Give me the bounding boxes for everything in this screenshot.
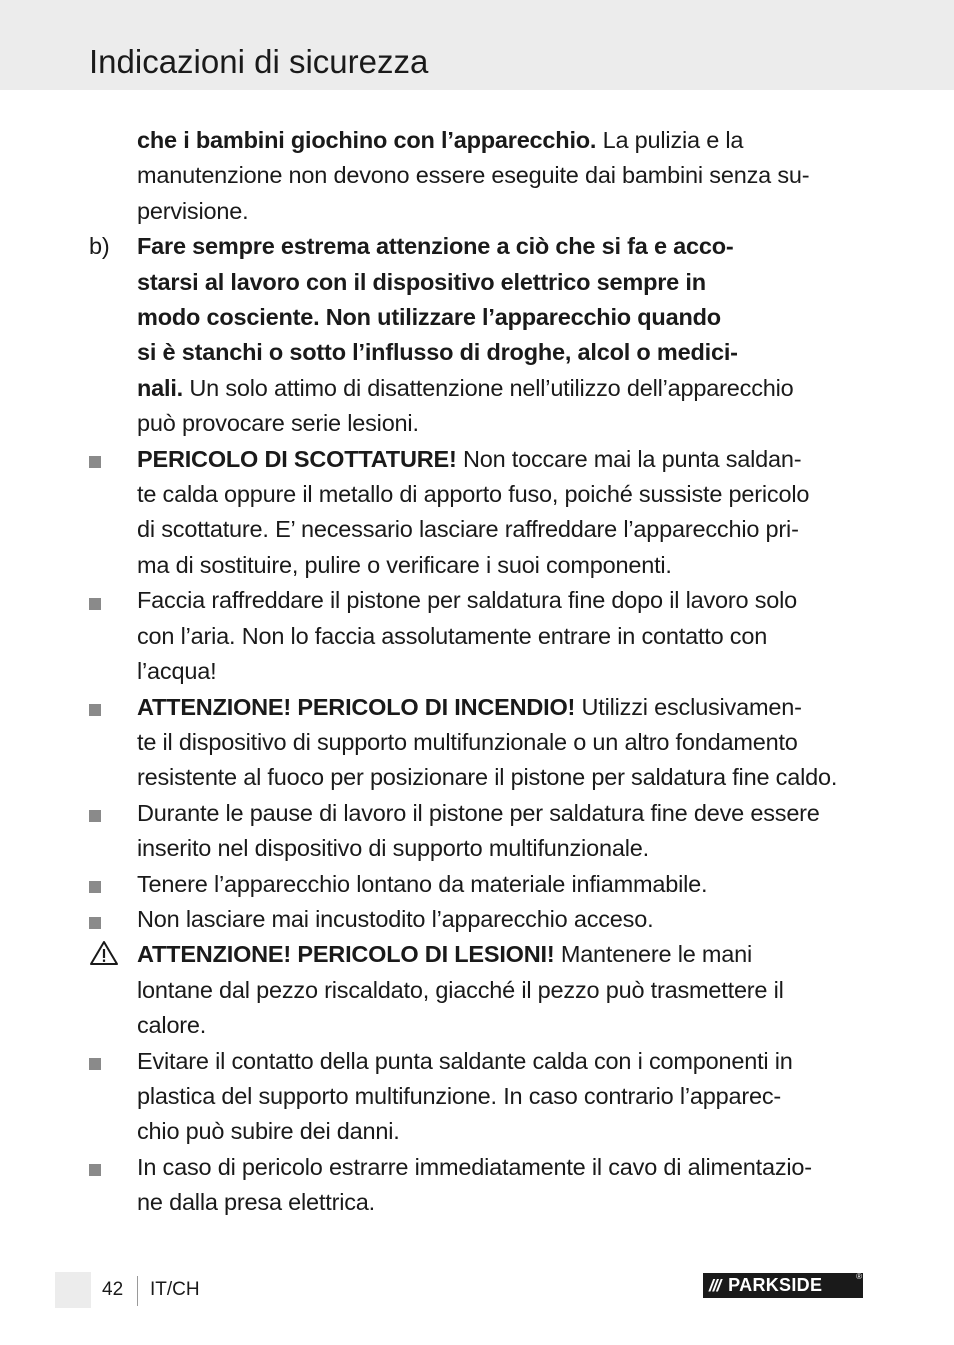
logo-slashes: /// bbox=[709, 1275, 721, 1295]
body-text: In caso di pericolo estrarre immediatamente il cavo di alimentazio- bbox=[137, 1153, 812, 1180]
text-line bbox=[137, 1008, 869, 1043]
body-text: Un solo attimo di disattenzione nell’utilizzo dell’apparecchio bbox=[183, 374, 794, 401]
text-line bbox=[137, 760, 869, 795]
text-line bbox=[137, 512, 869, 547]
list-letter: b) bbox=[89, 233, 110, 260]
text-line bbox=[137, 583, 869, 618]
bold-text: starsi al lavoro con il dispositivo elettrico sempre in bbox=[137, 268, 706, 295]
body-text: te il dispositivo di supporto multifunzionale o un altro fondamento bbox=[137, 728, 798, 755]
body-text: l’acqua! bbox=[137, 658, 217, 685]
body-text: Utilizzi esclusivamen- bbox=[575, 693, 802, 720]
bold-text: si è stanchi o sotto l’influsso di droghe, alcol o medici- bbox=[137, 339, 738, 366]
content-item bbox=[89, 867, 869, 902]
body-text: con l’aria. Non lo faccia assolutamente entrare in contatto con bbox=[137, 622, 768, 649]
text-line bbox=[137, 442, 869, 477]
square-bullet-icon bbox=[89, 690, 129, 725]
text-line bbox=[137, 477, 869, 512]
text-line bbox=[137, 371, 869, 406]
text-line bbox=[137, 406, 869, 441]
text-line bbox=[137, 335, 869, 370]
text-line bbox=[137, 265, 869, 300]
bold-text: nali. bbox=[137, 374, 184, 401]
text-line bbox=[137, 1044, 869, 1079]
text-line bbox=[137, 194, 869, 229]
bold-text: che i bambini giochino con l’apparecchio. bbox=[137, 127, 597, 153]
content-item bbox=[89, 442, 869, 584]
body-text: chio può subire dei danni. bbox=[137, 1118, 400, 1145]
footer-marker-box bbox=[55, 1272, 91, 1308]
language-code: IT/CH bbox=[150, 1279, 200, 1300]
content-item bbox=[89, 123, 869, 229]
body-text: te calda oppure il metallo di apporto fuso, poiché sussiste pericolo bbox=[137, 481, 810, 508]
content-item bbox=[89, 937, 869, 1043]
body-text: Tenere l’apparecchio lontano da materiale infiammabile. bbox=[137, 870, 708, 897]
body-text: Faccia raffreddare il pistone per saldatura fine dopo il lavoro solo bbox=[137, 587, 798, 614]
text-line bbox=[137, 619, 869, 654]
text-line bbox=[137, 1079, 869, 1114]
content-item bbox=[89, 1044, 869, 1150]
text-line bbox=[137, 937, 869, 972]
text-line bbox=[137, 1150, 869, 1185]
content-body bbox=[89, 123, 869, 1221]
text-line bbox=[137, 300, 869, 335]
body-text: Durante le pause di lavoro il pistone per saldatura fine deve essere bbox=[137, 799, 820, 826]
square-bullet-icon bbox=[89, 1044, 129, 1079]
body-text: può provocare serie lesioni. bbox=[137, 410, 419, 437]
square-bullet-icon bbox=[89, 442, 129, 477]
content-item bbox=[89, 1150, 869, 1221]
body-text: ma di sostituire, pulire o verificare i suoi componenti. bbox=[137, 551, 672, 578]
footer-divider bbox=[137, 1276, 138, 1306]
text-line bbox=[137, 690, 869, 725]
text-line bbox=[137, 725, 869, 760]
body-text: pervisione. bbox=[137, 197, 249, 224]
content-item bbox=[89, 583, 869, 689]
page-title: Indicazioni di sicurezza bbox=[89, 43, 429, 80]
bold-text: ATTENZIONE! PERICOLO DI INCENDIO! bbox=[137, 693, 576, 720]
parkside-logo bbox=[703, 1273, 863, 1298]
text-line bbox=[137, 796, 869, 831]
text-line bbox=[137, 973, 869, 1008]
body-text: plastica del supporto multifunzione. In caso contrario l’apparec- bbox=[137, 1082, 782, 1109]
text-line bbox=[137, 831, 869, 866]
bold-text: PERICOLO DI SCOTTATURE! bbox=[137, 445, 457, 472]
content-item bbox=[89, 902, 869, 937]
text-line bbox=[137, 229, 869, 264]
text-line bbox=[137, 867, 869, 902]
text-line bbox=[137, 902, 869, 937]
content-item bbox=[89, 229, 869, 441]
bold-text: ATTENZIONE! PERICOLO DI LESIONI! bbox=[137, 941, 555, 968]
square-bullet-icon bbox=[89, 902, 129, 937]
body-text: Evitare il contatto della punta saldante calda con i componenti in bbox=[137, 1047, 793, 1074]
body-text: La pulizia e la bbox=[596, 127, 744, 153]
body-text: inserito nel dispositivo di supporto multifunzionale. bbox=[137, 835, 649, 862]
body-text: resistente al fuoco per posizionare il pistone per saldatura fine caldo. bbox=[137, 764, 838, 791]
body-text: Mantenere le mani bbox=[554, 941, 753, 968]
bold-text: Fare sempre estrema attenzione a ciò che si fa e acco- bbox=[137, 233, 734, 260]
square-bullet-icon bbox=[89, 796, 129, 831]
text-line bbox=[137, 158, 869, 193]
body-text: lontane dal pezzo riscaldato, giacché il pezzo può trasmettere il bbox=[137, 976, 784, 1003]
logo-registered-mark: ® bbox=[856, 1272, 862, 1281]
text-line bbox=[137, 1114, 869, 1149]
body-text: calore. bbox=[137, 1012, 207, 1039]
page-header bbox=[0, 0, 954, 90]
body-text: di scottature. E’ necessario lasciare raffreddare l’apparecchio pri- bbox=[137, 516, 799, 543]
content-item bbox=[89, 796, 869, 867]
square-bullet-icon bbox=[89, 1150, 129, 1185]
logo-text: PARKSIDE bbox=[728, 1275, 823, 1295]
warning-triangle-icon bbox=[89, 937, 129, 972]
text-line bbox=[137, 548, 869, 583]
body-text: Non lasciare mai incustodito l’apparecchio acceso. bbox=[137, 905, 654, 932]
text-line bbox=[137, 1185, 869, 1220]
square-bullet-icon bbox=[89, 583, 129, 618]
bold-text: modo cosciente. Non utilizzare l’apparecchio quando bbox=[137, 304, 721, 331]
content-item bbox=[89, 690, 869, 796]
body-text: manutenzione non devono essere eseguite dai bambini senza su- bbox=[137, 162, 810, 189]
text-line bbox=[137, 654, 869, 689]
text-line bbox=[137, 123, 869, 158]
body-text: Non toccare mai la punta saldan- bbox=[456, 445, 802, 472]
square-bullet-icon bbox=[89, 867, 129, 902]
body-text: ne dalla presa elettrica. bbox=[137, 1189, 375, 1216]
page-number: 42 bbox=[102, 1279, 124, 1300]
